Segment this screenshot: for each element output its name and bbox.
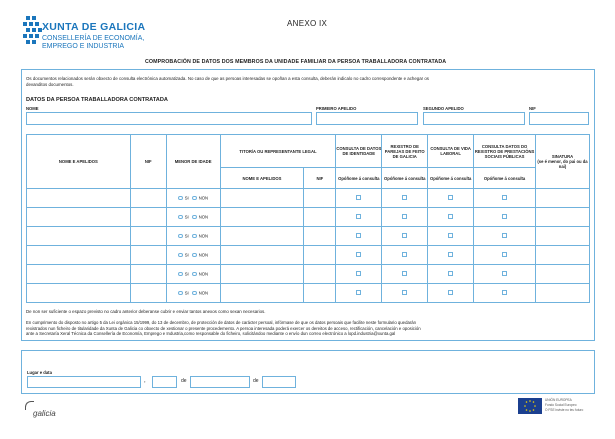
- minor-yes-radio[interactable]: [178, 253, 183, 258]
- minor-yes-radio[interactable]: [178, 272, 183, 277]
- signature-cell[interactable]: [536, 284, 590, 303]
- galicia-swoosh-icon: [25, 401, 34, 410]
- oppose-work-life-checkbox[interactable]: [448, 290, 453, 295]
- yes-label: SI: [184, 233, 189, 239]
- signature-cell[interactable]: [536, 265, 590, 284]
- header-nif: NIF: [130, 135, 166, 189]
- header-tutor: TITOR/A OU REPRESENTANTE LEGAL: [220, 135, 336, 168]
- worker-nif-field[interactable]: [529, 112, 589, 125]
- header-consult-work-life: CONSULTA DE VIDA LABORAL: [428, 135, 474, 168]
- de-label-2: de: [253, 378, 259, 384]
- minor-no-radio[interactable]: [192, 291, 197, 296]
- minor-yes-radio[interactable]: [178, 291, 183, 296]
- org-name: XUNTA DE GALICIA: [42, 21, 146, 33]
- minor-cell: [166, 189, 220, 208]
- member-nif-cell[interactable]: [130, 208, 166, 227]
- header-consult-couples: REXISTRO DE PAREJAS DE FEITO DE GALICIA: [382, 135, 428, 168]
- privacy-line2: rexistrados nun ficheiro de titularidade da Xunta de Galicia co obxecto de xestionar o presente procedemento. A persoa interesada poderá exercer os dereitos de acceso, rectificación, cancelación e oposición: [26, 325, 421, 331]
- oppose-identity-checkbox[interactable]: [356, 214, 361, 219]
- oppose-couples-checkbox[interactable]: [402, 290, 407, 295]
- table-row: [27, 189, 590, 208]
- oppose-work-life-checkbox[interactable]: [448, 195, 453, 200]
- header-consult-benefits: CONSULTA DATOS DO REXISTRO DE PRESTACIÓNS SOCIAIS PÚBLICAS: [474, 135, 536, 168]
- signature-cell[interactable]: [536, 208, 590, 227]
- header-minor: MENOR DE IDADE: [166, 135, 220, 189]
- minor-yes-radio[interactable]: [178, 215, 183, 220]
- minor-cell: [166, 208, 220, 227]
- table-row: [27, 284, 590, 303]
- comma-sep: ,: [144, 378, 146, 384]
- signature-note: (se é menor, do pai ou da nai): [537, 159, 588, 169]
- eu-line2: Fondo Social Europeo: [545, 403, 577, 407]
- oppose-label: Opóñome á consulta: [474, 168, 536, 189]
- table-row: [27, 208, 590, 227]
- worker-name-field[interactable]: [26, 112, 312, 125]
- eu-logo: [518, 397, 594, 415]
- tutor-nif-cell[interactable]: [304, 227, 336, 246]
- oppose-benefits-checkbox[interactable]: [502, 290, 507, 295]
- header-tutor-nif: NIF: [304, 168, 336, 189]
- minor-yes-radio[interactable]: [178, 196, 183, 201]
- oppose-benefits-checkbox[interactable]: [502, 214, 507, 219]
- oppose-work-life-checkbox[interactable]: [448, 233, 453, 238]
- member-nif-cell[interactable]: [130, 227, 166, 246]
- tutor-nif-cell[interactable]: [304, 189, 336, 208]
- minor-cell: [166, 246, 220, 265]
- member-name-cell[interactable]: [27, 227, 131, 246]
- minor-yes-radio[interactable]: [178, 234, 183, 239]
- no-label: NON: [198, 195, 208, 201]
- table-row: [27, 227, 590, 246]
- eu-line3: O FSE inviste no teu futuro: [545, 408, 584, 412]
- oppose-identity-checkbox[interactable]: [356, 252, 361, 257]
- oppose-identity-checkbox[interactable]: [356, 195, 361, 200]
- tutor-name-cell[interactable]: [220, 208, 304, 227]
- oppose-benefits-checkbox[interactable]: [502, 233, 507, 238]
- table-row: [27, 265, 590, 284]
- oppose-couples-checkbox[interactable]: [402, 252, 407, 257]
- no-label: NON: [198, 214, 208, 220]
- table-row: [27, 246, 590, 265]
- oppose-work-life-checkbox[interactable]: [448, 271, 453, 276]
- oppose-benefits-checkbox[interactable]: [502, 195, 507, 200]
- month-field[interactable]: [190, 376, 250, 388]
- header-signature: [536, 135, 590, 189]
- place-date-label: Lugar e data: [27, 370, 52, 375]
- tutor-name-cell[interactable]: [220, 284, 304, 303]
- yes-label: SI: [184, 195, 189, 201]
- galicia-logo-text: galicia: [33, 409, 56, 418]
- signature-cell[interactable]: [536, 227, 590, 246]
- member-name-cell[interactable]: [27, 265, 131, 284]
- privacy-line3: ante a Secretaría Xeral Técnica da Consellería de Economía, Emprego e Industria,como responsable do ficheiro, solicitándoo mediante o envío dun correo electrónico a lopd.industria@xunta.gal: [26, 331, 396, 337]
- oppose-couples-checkbox[interactable]: [402, 195, 407, 200]
- de-label-1: de: [181, 378, 187, 384]
- oppose-work-life-checkbox[interactable]: [448, 252, 453, 257]
- minor-no-radio[interactable]: [192, 234, 197, 239]
- members-table: [26, 134, 590, 303]
- intro-line1: Os documentos relacionados serán obxecto de consulta electrónica automatizada. No caso de que as persoas interesadas se opoñan a esta consulta, deberán indicalo no cadro correspondente e achegar os: [26, 76, 429, 81]
- minor-no-radio[interactable]: [192, 196, 197, 201]
- tutor-nif-cell[interactable]: [304, 208, 336, 227]
- eu-flag-icon: [518, 398, 542, 414]
- oppose-identity-checkbox[interactable]: [356, 271, 361, 276]
- privacy-line1: En cumprimento do disposto no artigo 5 da Lei orgánica 15/1999, do 13 de decembro, de protección de datos de carácter persoal, infórmase de que os datos persoais que facilite neste formulario quedarán: [26, 320, 417, 325]
- header-name: NOME E APELIDOS: [27, 135, 131, 189]
- signature-cell[interactable]: [536, 189, 590, 208]
- day-field[interactable]: [152, 376, 177, 388]
- oppose-benefits-checkbox[interactable]: [502, 252, 507, 257]
- annex-label: ANEXO IX: [287, 19, 328, 28]
- member-name-cell[interactable]: [27, 284, 131, 303]
- place-field[interactable]: [27, 376, 141, 388]
- no-label: NON: [198, 271, 208, 277]
- note-extra-annexes: De non ser suficiente o espazo previsto no cadro anterior deberanse cubrir e enviar tantos anexos como sexan necesarios.: [26, 309, 266, 314]
- oppose-couples-checkbox[interactable]: [402, 271, 407, 276]
- yes-label: SI: [184, 252, 189, 258]
- oppose-couples-checkbox[interactable]: [402, 214, 407, 219]
- minor-cell: [166, 284, 220, 303]
- worker-surname2-label: SEGUNDO APELIDO: [423, 106, 464, 111]
- oppose-label: Opóñome á consulta: [428, 168, 474, 189]
- worker-surname1-label: PRIMEIRO APELIDO: [316, 106, 357, 111]
- eu-line1: UNIÓN EUROPEA: [545, 398, 572, 402]
- galicia-logo: [27, 403, 56, 421]
- tutor-nif-cell[interactable]: [304, 284, 336, 303]
- tutor-nif-cell[interactable]: [304, 265, 336, 284]
- privacy-notice: [26, 320, 590, 337]
- member-nif-cell[interactable]: [130, 284, 166, 303]
- tutor-name-cell[interactable]: [220, 265, 304, 284]
- org-sub1: CONSELLERÍA DE ECONOMÍA,: [42, 35, 145, 42]
- no-label: NON: [198, 233, 208, 239]
- signature-cell[interactable]: [536, 246, 590, 265]
- oppose-identity-checkbox[interactable]: [356, 290, 361, 295]
- minor-no-radio[interactable]: [192, 253, 197, 258]
- worker-name-label: NOME: [26, 106, 39, 111]
- no-label: NON: [198, 290, 208, 296]
- worker-surname1-field[interactable]: [316, 112, 418, 125]
- worker-nif-label: NIF: [529, 106, 536, 111]
- signature-label: SINATURA: [551, 154, 574, 159]
- member-name-cell[interactable]: [27, 246, 131, 265]
- member-name-cell[interactable]: [27, 189, 131, 208]
- tutor-name-cell[interactable]: [220, 227, 304, 246]
- worker-surname2-field[interactable]: [423, 112, 525, 125]
- header-tutor-name: NOME E APELIDOS: [220, 168, 304, 189]
- minor-cell: [166, 227, 220, 246]
- tutor-nif-cell[interactable]: [304, 246, 336, 265]
- member-nif-cell[interactable]: [130, 246, 166, 265]
- oppose-label: Opóñome á consulta: [382, 168, 428, 189]
- worker-heading: DATOS DA PERSOA TRABALLADORA CONTRATADA: [26, 97, 168, 103]
- no-label: NON: [198, 252, 208, 258]
- xunta-logo: [20, 15, 150, 55]
- org-sub2: EMPREGO E INDUSTRIA: [42, 43, 125, 50]
- oppose-couples-checkbox[interactable]: [402, 233, 407, 238]
- oppose-work-life-checkbox[interactable]: [448, 214, 453, 219]
- tutor-name-cell[interactable]: [220, 246, 304, 265]
- member-nif-cell[interactable]: [130, 189, 166, 208]
- oppose-identity-checkbox[interactable]: [356, 233, 361, 238]
- oppose-label: Opóñome á consulta: [336, 168, 382, 189]
- yes-label: SI: [184, 290, 189, 296]
- oppose-benefits-checkbox[interactable]: [502, 271, 507, 276]
- member-nif-cell[interactable]: [130, 265, 166, 284]
- member-name-cell[interactable]: [27, 208, 131, 227]
- yes-label: SI: [184, 271, 189, 277]
- minor-no-radio[interactable]: [192, 272, 197, 277]
- form-title: COMPROBACIÓN DE DATOS DOS MEMBROS DA UNIDADE FAMILIAR DA PERSOA TRABALLADORA CONTRATADA: [145, 59, 447, 65]
- minor-no-radio[interactable]: [192, 215, 197, 220]
- year-field[interactable]: [262, 376, 296, 388]
- tutor-name-cell[interactable]: [220, 189, 304, 208]
- intro-line2: devanditos documentos.: [26, 82, 74, 87]
- yes-label: SI: [184, 214, 189, 220]
- minor-cell: [166, 265, 220, 284]
- header-consult-identity: CONSULTA DE DATOS DE IDENTIDADE: [336, 135, 382, 168]
